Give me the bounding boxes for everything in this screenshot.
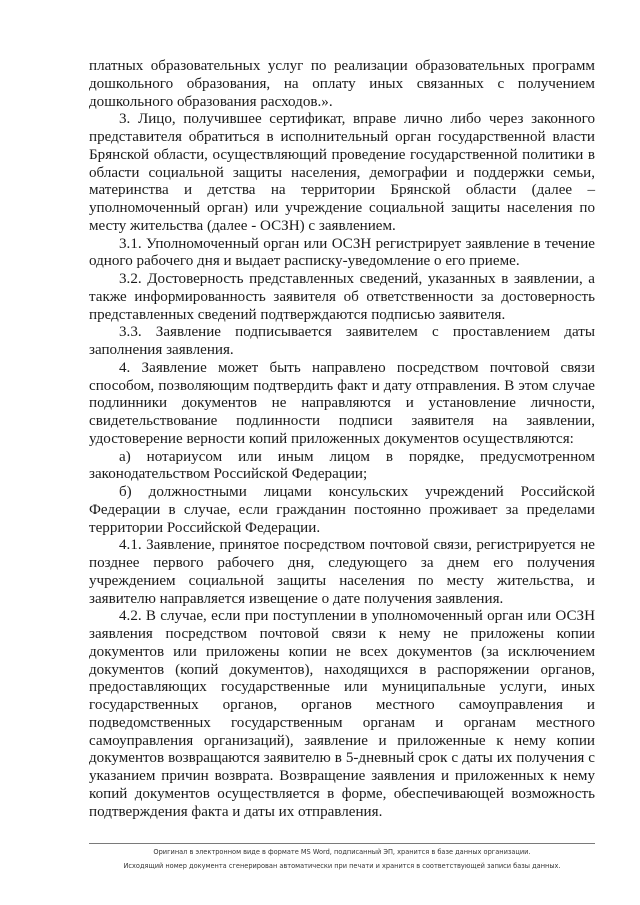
paragraph-4: 4. Заявление может быть направлено посредством почтовой связи способом, позволяющим подтвердить факт и дату отправления. В этом случае подлинники документов не направляются и установление личности, свидетельствование подлинности подписи заявителя на заявлении, удостоверение верности копий приложенных документов осуществляются: <box>89 359 595 447</box>
paragraph-continuation: платных образовательных услуг по реализации образовательных программ дошкольного образования, на оплату иных связанных с получением дошкольного образования расходов.». <box>89 58 595 110</box>
paragraph-4-2: 4.2. В случае, если при поступлении в уполномоченный орган или ОСЗН заявления посредством почтовой связи к нему не приложены копии документов или приложены копии не всех документов (за исключением документов (копий документов), находящихся в распоряжении органов, предоставляющих государственные или муниципальные услуги, иных государственных органов, органов местного самоуправления и подведомственных государственным органам и органам местного самоуправления организаций), заявление и приложенные к нему копии документов возвращаются заявителю в 5-дневный срок с даты их получения с указанием причин возврата. Возвращение заявления и приложенных к нему копий документов осуществляется в форме, обеспечивающей возможность подтверждения факта и даты их отправления. <box>89 608 595 820</box>
paragraph-4-a: а) нотариусом или иным лицом в порядке, предусмотренном законодательством Российской Федерации; <box>89 448 595 483</box>
paragraph-3-1: 3.1. Уполномоченный орган или ОСЗН регистрирует заявление в течение одного рабочего дня и выдает расписку-уведомление о его приеме. <box>89 235 595 270</box>
footer-divider <box>89 843 595 844</box>
footer-line-number: Исходящий номер документа сгенерирован автоматически при печати и хранится в соответствующей записи базы данных. <box>123 862 561 870</box>
paragraph-3-2: 3.2. Достоверность представленных сведений, указанных в заявлении, а также информированность заявителя об ответственности за достоверность представленных сведений подтверждаются подписью заявителя. <box>89 271 595 323</box>
document-body <box>89 58 595 821</box>
paragraph-4-b: б) должностными лицами консульских учреждений Российской Федерации в случае, если гражданин постоянно проживает за пределами территории Российской Федерации. <box>89 484 595 536</box>
page-footer <box>89 845 595 873</box>
paragraph-3: 3. Лицо, получившее сертификат, вправе лично либо через законного представителя обратиться в исполнительный орган государственной власти Брянской области, осуществляющий проведение государственной политики в области социальной защиты населения, демографии и поддержки семьи, материнства и детства на территории Брянской области (далее – уполномоченный орган) или учреждение социальной защиты населения по месту жительства (далее - ОСЗН) с заявлением. <box>89 111 595 234</box>
paragraph-3-3: 3.3. Заявление подписывается заявителем с проставлением даты заполнения заявления. <box>89 324 595 358</box>
paragraph-4-1: 4.1. Заявление, принятое посредством почтовой связи, регистрируется не позднее первого рабочего дня, следующего за днем его получения учреждением социальной защиты населения по месту жительства, и заявителю направляется извещение о дате получения заявления. <box>89 537 595 607</box>
footer-line-original: Оригинал в электронном виде в формате MS Word, подписанный ЭП, хранится в базе данных организации. <box>153 848 531 856</box>
